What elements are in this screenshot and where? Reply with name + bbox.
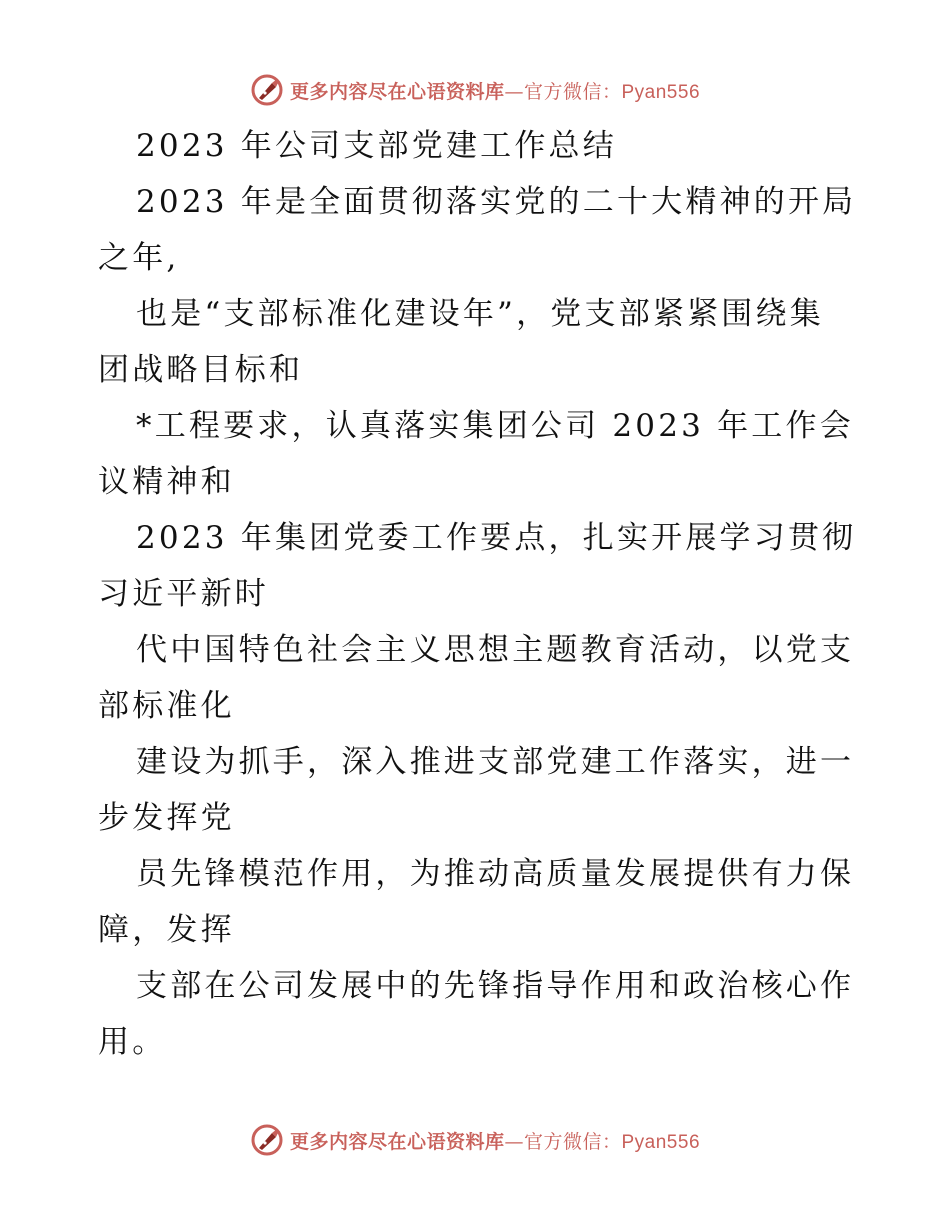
pen-nib-logo-icon [250, 1123, 284, 1157]
paragraph-line: 议精神和 [98, 464, 235, 500]
banner-contact-label: 官方微信： [523, 80, 622, 103]
paragraph-line: 建设为抓手，深入推进支部党建工作落实，进一 [136, 744, 855, 780]
header-banner [0, 70, 950, 110]
banner-dash: — [504, 1130, 524, 1153]
paragraph-line: *工程要求，认真落实集团公司 2023 年工作会 [136, 408, 854, 444]
paragraph-line: 2023 年是全面贯彻落实党的二十大精神的开局 [136, 184, 857, 220]
banner-contact-label: 官方微信： [523, 1130, 622, 1153]
paragraph-line: 支部在公司发展中的先锋指导作用和政治核心作 [136, 968, 855, 1004]
banner-brand: 更多内容尽在心语资料库 [289, 1130, 505, 1153]
paragraph-line: 员先锋模范作用，为推动高质量发展提供有力保 [136, 856, 855, 892]
paragraph-line: 习近平新时 [98, 576, 269, 612]
header-banner-text [290, 77, 700, 104]
paragraph-line: 之年, [98, 240, 180, 276]
banner-wechat-id: Pyan556 [621, 81, 701, 103]
banner-wechat-id: Pyan556 [621, 1131, 701, 1153]
paragraph-line: 团战略目标和 [98, 352, 304, 388]
document-title: 2023 年公司支部党建工作总结 [136, 128, 617, 164]
paragraph-line: 障，发挥 [98, 912, 235, 948]
paragraph-line: 2023 年集团党委工作要点，扎实开展学习贯彻 [136, 520, 857, 556]
paragraph-line: 用。 [98, 1024, 167, 1060]
pen-nib-logo-icon [250, 73, 284, 107]
banner-brand: 更多内容尽在心语资料库 [289, 80, 505, 103]
footer-banner-text [290, 1127, 700, 1154]
paragraph-line: 步发挥党 [98, 800, 235, 836]
paragraph-line: 代中国特色社会主义思想主题教育活动，以党支 [136, 632, 855, 668]
banner-dash: — [504, 80, 524, 103]
paragraph-line: 部标准化 [98, 688, 235, 724]
footer-banner [0, 1120, 950, 1160]
paragraph-line: 也是“支部标准化建设年”，党支部紧紧围绕集 [136, 296, 824, 332]
document-body [98, 118, 858, 1070]
